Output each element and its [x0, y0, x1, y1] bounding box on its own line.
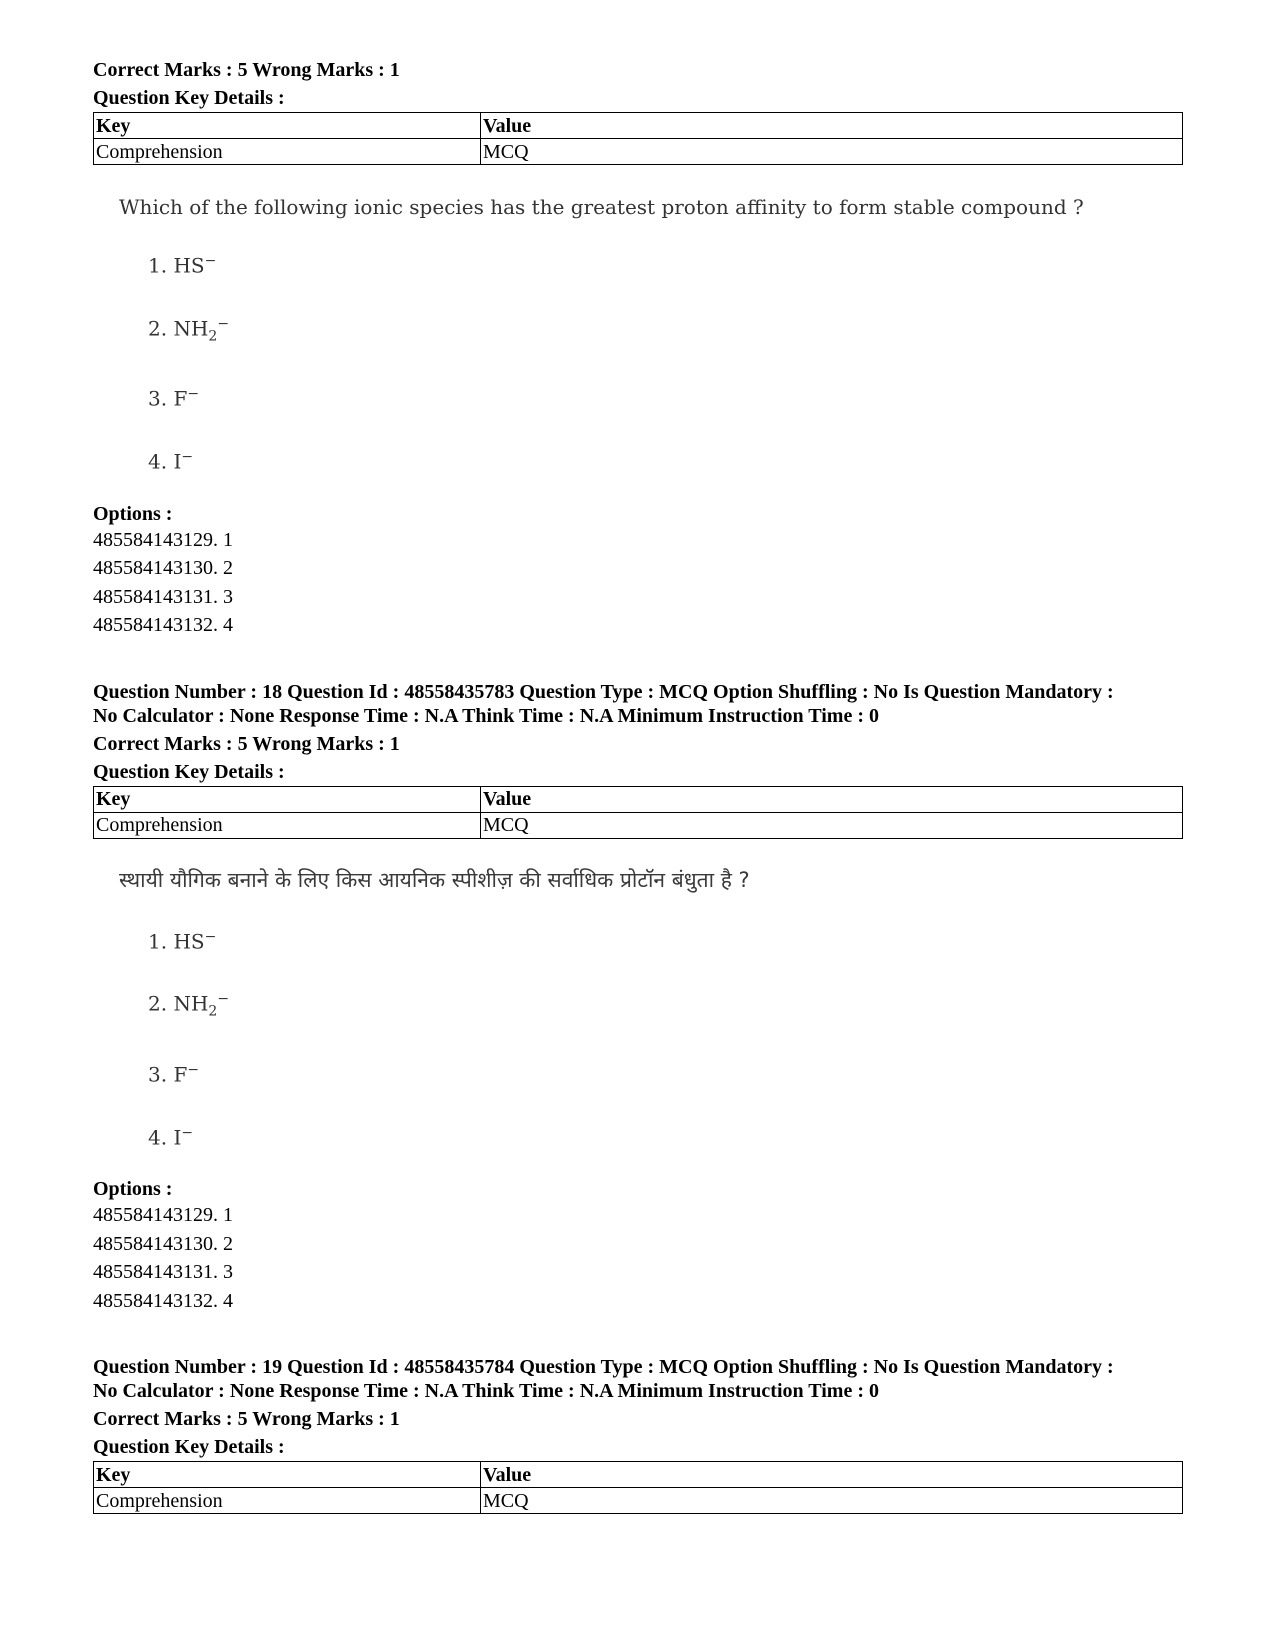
- choice-number: 3.: [148, 386, 168, 411]
- choice-4: [148, 445, 1183, 474]
- choice-charge: −: [181, 448, 194, 465]
- table-header-key: Key: [94, 1462, 481, 1488]
- option-id: 485584143132. 4: [93, 614, 233, 637]
- choice-number: 1.: [148, 253, 168, 278]
- choice-charge: −: [187, 386, 200, 403]
- key-details-table: [93, 1461, 1183, 1514]
- choice-2: [148, 312, 1183, 349]
- question-block-19: [93, 1355, 1183, 1514]
- choice-formula: HS: [173, 253, 205, 278]
- choice-subscript: 2: [208, 1003, 218, 1020]
- choice-3: [148, 382, 1183, 411]
- key-details-table: [93, 786, 1183, 839]
- table-header-value: Value: [481, 1462, 1183, 1488]
- key-details-label: Question Key Details :: [93, 760, 285, 783]
- table-cell-value: MCQ: [481, 1488, 1183, 1514]
- option-id: 485584143130. 2: [93, 557, 233, 580]
- options-label: Options :: [93, 502, 173, 525]
- option-id: 485584143130. 2: [93, 1232, 233, 1255]
- question-block-18: [93, 680, 1183, 1316]
- choice-charge: −: [217, 315, 230, 332]
- choice-number: 2.: [148, 316, 168, 341]
- table-row: [94, 139, 1183, 165]
- choice-2: [148, 987, 1183, 1024]
- question-meta-line-1: Question Number : 19 Question Id : 48558435784 Question Type : MCQ Option Shuffling : No Is Question Mandatory :: [93, 1356, 1114, 1379]
- choice-formula: I: [173, 1125, 182, 1150]
- table-header-value: Value: [481, 113, 1183, 139]
- choice-charge: −: [181, 1124, 194, 1141]
- question-text-hindi: स्थायी यौगिक बनाने के लिए किस आयनिक स्पीशीज़ की सर्वाधिक प्रोटॉन बंधुता है ?: [119, 867, 750, 892]
- choice-subscript: 2: [208, 328, 218, 345]
- question-meta-line-2: No Calculator : None Response Time : N.A Think Time : N.A Minimum Instruction Time : 0: [93, 704, 879, 727]
- table-cell-key: Comprehension: [94, 812, 481, 838]
- table-cell-value: MCQ: [481, 812, 1183, 838]
- choice-number: 2.: [148, 991, 168, 1016]
- marks-line: Correct Marks : 5 Wrong Marks : 1: [93, 1408, 400, 1431]
- table-header-row: [94, 1462, 1183, 1488]
- choice-charge: −: [204, 928, 217, 945]
- option-id: 485584143129. 1: [93, 1204, 233, 1227]
- question-image: [93, 865, 1183, 1150]
- table-cell-value: MCQ: [481, 139, 1183, 165]
- option-id: 485584143132. 4: [93, 1289, 233, 1312]
- table-header-key: Key: [94, 786, 481, 812]
- choice-formula: NH: [173, 991, 209, 1016]
- table-header-key: Key: [94, 113, 481, 139]
- options-label: Options :: [93, 1178, 173, 1201]
- choice-number: 1.: [148, 929, 168, 954]
- table-header-row: [94, 786, 1183, 812]
- marks-line: Correct Marks : 5 Wrong Marks : 1: [93, 732, 400, 755]
- option-id: 485584143129. 1: [93, 528, 233, 551]
- key-details-table: [93, 112, 1183, 165]
- choice-number: 3.: [148, 1062, 168, 1087]
- document-page: [93, 58, 1183, 1514]
- choice-formula: F: [173, 386, 188, 411]
- choice-charge: −: [204, 253, 217, 269]
- choice-1: [148, 249, 1183, 278]
- table-row: [94, 1488, 1183, 1514]
- choice-1: [148, 925, 1183, 954]
- choice-formula: F: [173, 1062, 188, 1087]
- key-details-label: Question Key Details :: [93, 87, 285, 109]
- choice-3: [148, 1058, 1183, 1087]
- choice-4: [148, 1121, 1183, 1150]
- choice-charge: −: [187, 1061, 200, 1078]
- question-meta-line-1: Question Number : 18 Question Id : 48558435783 Question Type : MCQ Option Shuffling : No Is Question Mandatory :: [93, 680, 1114, 703]
- question-meta-line-2: No Calculator : None Response Time : N.A Think Time : N.A Minimum Instruction Time : 0: [93, 1380, 879, 1403]
- choice-formula: I: [173, 449, 182, 474]
- table-header-value: Value: [481, 786, 1183, 812]
- choice-formula: HS: [173, 929, 205, 954]
- table-cell-key: Comprehension: [94, 1488, 481, 1514]
- table-cell-key: Comprehension: [94, 139, 481, 165]
- question-image: [93, 195, 1183, 474]
- table-row: [94, 812, 1183, 838]
- choice-formula: NH: [173, 316, 209, 341]
- option-id: 485584143131. 3: [93, 585, 233, 608]
- table-header-row: [94, 113, 1183, 139]
- choice-charge: −: [217, 991, 230, 1008]
- choice-number: 4.: [148, 449, 168, 474]
- option-id: 485584143131. 3: [93, 1261, 233, 1284]
- question-text: Which of the following ionic species has the greatest proton affinity to form stable compound ?: [119, 195, 1084, 219]
- key-details-label: Question Key Details :: [93, 1436, 285, 1459]
- choice-number: 4.: [148, 1125, 168, 1150]
- marks-line: Correct Marks : 5 Wrong Marks : 1: [93, 59, 400, 81]
